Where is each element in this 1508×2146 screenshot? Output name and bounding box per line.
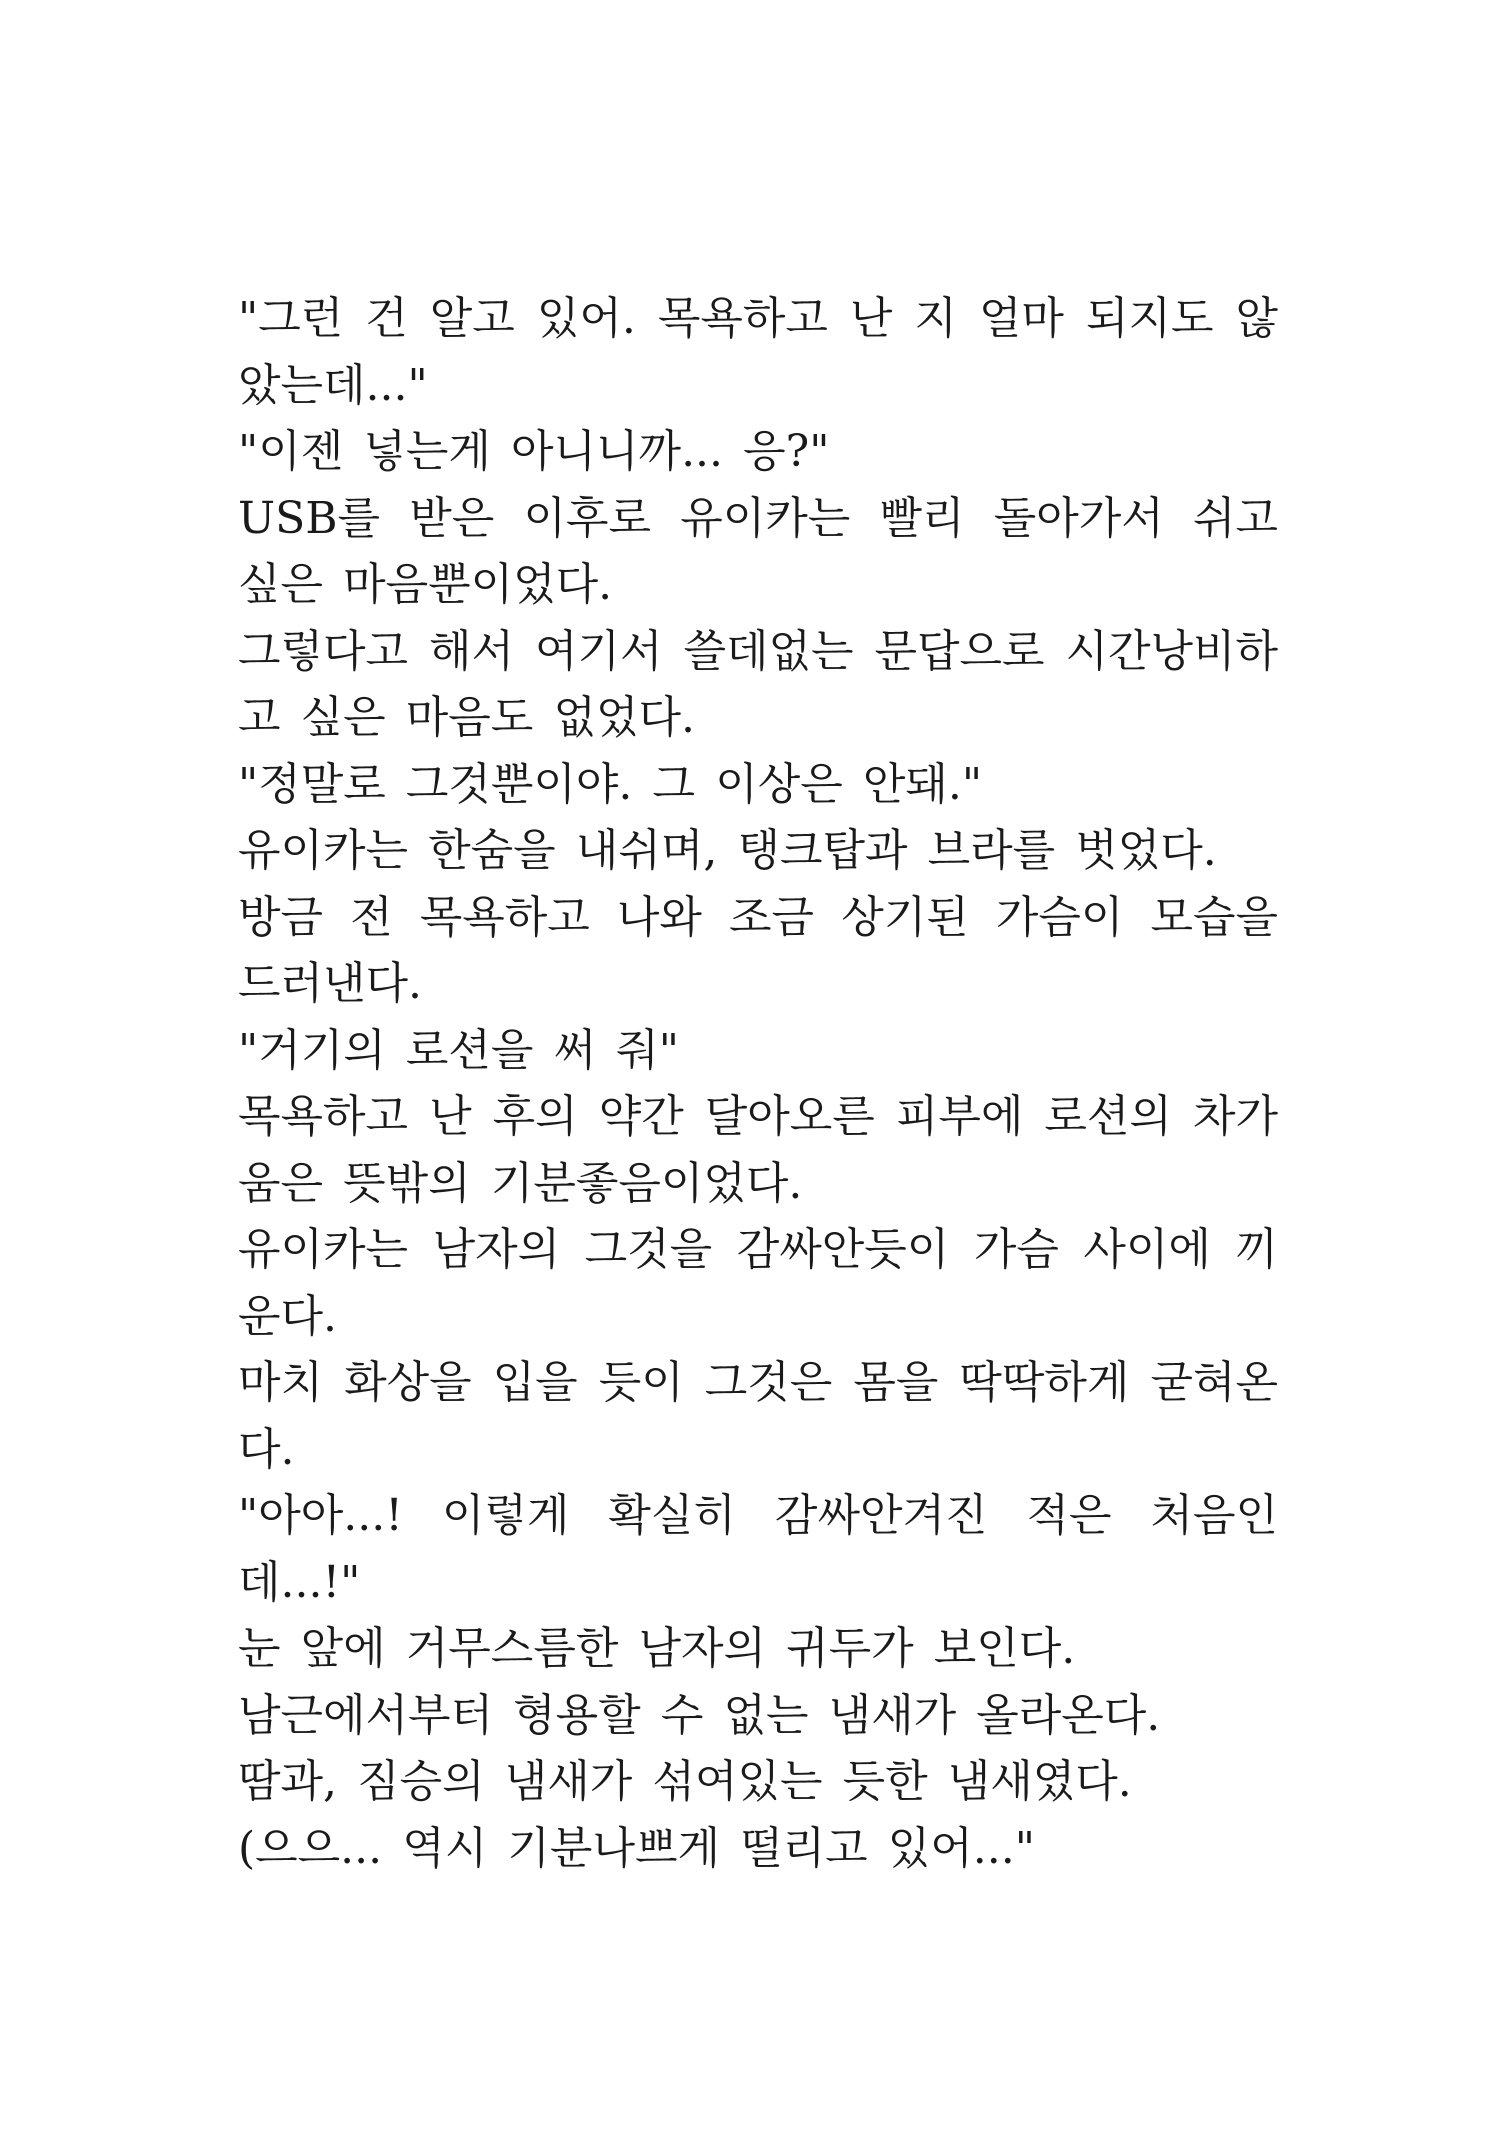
- paragraph-10: 유이카는 남자의 그것을 감싸안듯이 가슴 사이에 끼운다.: [238, 1224, 1278, 1342]
- paragraph-7: 방금 전 목욕하고 나와 조금 상기된 가슴이 모습을 드러낸다.: [238, 891, 1278, 1009]
- paragraph-9: 목욕하고 난 후의 약간 달아오른 피부에 로션의 차가움은 뜻밖의 기분좋음이었다.: [238, 1091, 1278, 1209]
- paragraph-16: (으으... 역시 기분나쁘게 떨리고 있어...": [238, 1822, 1035, 1874]
- paragraph-2: "이젠 넣는게 아니니까... 응?": [238, 426, 830, 477]
- body-text: [238, 286, 1278, 1882]
- paragraph-3: USB를 받은 이후로 유이카는 빨리 돌아가서 쉬고 싶은 마음뿐이었다.: [238, 492, 1278, 610]
- paragraph-5: "정말로 그것뿐이야. 그 이상은 안돼.": [238, 758, 983, 810]
- paragraph-1: "그런 건 알고 있어. 목욕하고 난 지 얼마 되지도 않았는데...": [238, 293, 1278, 411]
- paragraph-14: 남근에서부터 형용할 수 없는 냄새가 올라온다.: [238, 1689, 1161, 1741]
- paragraph-11: 마치 화상을 입을 듯이 그것은 몸을 딱딱하게 굳혀온다.: [238, 1357, 1278, 1475]
- paragraph-13: 눈 앞에 거무스름한 남자의 귀두가 보인다.: [238, 1623, 1076, 1674]
- paragraph-15: 땀과, 짐승의 냄새가 섞여있는 듯한 냄새였다.: [238, 1756, 1132, 1807]
- paragraph-4: 그렇다고 해서 여기서 쓸데없는 문답으로 시간낭비하고 싶은 마음도 없었다.: [238, 625, 1278, 743]
- paragraph-12: "아아...! 이렇게 확실히 감싸안겨진 적은 처음인데...!": [238, 1490, 1278, 1608]
- paragraph-6: 유이카는 한숨을 내쉬며, 탱크탑과 브라를 벗었다.: [238, 825, 1217, 876]
- paragraph-8: "거기의 로션을 써 줘": [238, 1024, 679, 1076]
